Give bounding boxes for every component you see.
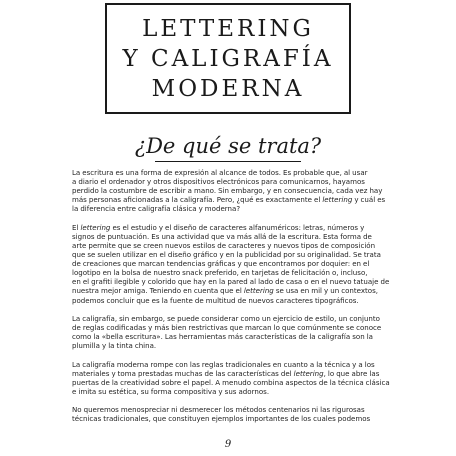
paragraph-line: técnicas tradicionales, que constituyen ejemplos importantes de los cuales podemos xyxy=(72,414,371,424)
paragraph-line: en el grafiti ilegible y colorido que hay en la pared al lado de casa o en el nuevo tatuaje de xyxy=(72,277,390,287)
paragraph-line: la diferencia entre caligrafía clásica y moderna? xyxy=(72,204,241,214)
paragraph-line: podemos concluir que es la fuente de multitud de nuevos caracteres tipográficos. xyxy=(72,295,359,305)
paragraph-line: más personas aficionadas a la caligrafía. Pero, ¿qué es exactamente el lettering y cuál es xyxy=(72,195,386,205)
paragraph-line: La caligrafía moderna rompe con las reglas tradicionales en cuanto a la técnica y a los xyxy=(72,359,375,369)
paragraph xyxy=(72,405,398,423)
subtitle-underline xyxy=(155,161,301,162)
title-box xyxy=(105,3,351,114)
paragraph-line: materiales y toma prestadas muchas de las características del lettering, lo que abre las xyxy=(72,368,380,378)
paragraph-line: La caligrafía, sin embargo, se puede considerar como un ejercicio de estilo, un conjunto xyxy=(72,313,380,323)
paragraph-line: arte permite que se creen nuevos estilos de caracteres y nuevos tipos de composición xyxy=(72,240,376,250)
paragraph-line: signos de puntuación. Es una actividad que va más allá de la escritura. Esta forma de xyxy=(72,231,372,241)
paragraph-line: perdido la costumbre de escribir a mano. Sin embargo, y en consecuencia, cada vez hay xyxy=(72,186,383,196)
title-line-2: Y CALIGRAFÍA xyxy=(122,45,334,72)
paragraph-line: a diario el ordenador y otros dispositivos electrónicos para comunicarnos, hayamos xyxy=(72,177,365,187)
paragraph-line: nuestra mejor amiga. Teniendo en cuenta que el lettering se usa en mil y un contextos, xyxy=(72,286,378,296)
paragraph-line: como la «bella escritura». Las herramientas más características de la caligrafía son la xyxy=(72,332,373,342)
paragraph-line: La escritura es una forma de expresión al alcance de todos. Es probable que, al usar xyxy=(72,168,368,177)
paragraph xyxy=(72,314,398,350)
paragraph-line: puertas de la creatividad sobre el papel. A menudo combina aspectos de la técnica clásica xyxy=(72,377,390,387)
page-number: 9 xyxy=(224,439,232,450)
paragraph-line: que se suelen utilizar en el diseño gráfico y en la publicidad por su originalidad. Se trata xyxy=(72,250,381,260)
paragraph-line: de reglas codificadas y más bien restrictivas que marcan lo que comúnmente se conoce xyxy=(72,323,382,332)
paragraph xyxy=(72,360,398,396)
paragraph xyxy=(72,168,398,213)
paragraph-line: e imita su estética, su forma compositiva y sus adornos. xyxy=(72,386,270,396)
paragraph-line: No queremos menospreciar ni desmerecer los métodos centenarios ni las rigurosas xyxy=(72,405,365,415)
paragraph-line: El lettering es el estudio y el diseño de caracteres alfanuméricos: letras, números y xyxy=(72,222,365,232)
title-line-1: LETTERING xyxy=(142,15,314,42)
body-text xyxy=(72,168,398,433)
title-line-3: MODERNA xyxy=(151,75,305,102)
paragraph-line: de creaciones que marcan tendencias gráficas y que encontramos por doquier: en el xyxy=(72,259,370,269)
paragraph xyxy=(72,223,398,305)
paragraph-line: logotipo en la bolsa de nuestro snack preferido, en tarjetas de felicitación o, incluso, xyxy=(72,268,368,278)
paragraph-line: plumilla y la tinta china. xyxy=(72,341,157,351)
section-subtitle: ¿De qué se trata? xyxy=(134,134,322,158)
